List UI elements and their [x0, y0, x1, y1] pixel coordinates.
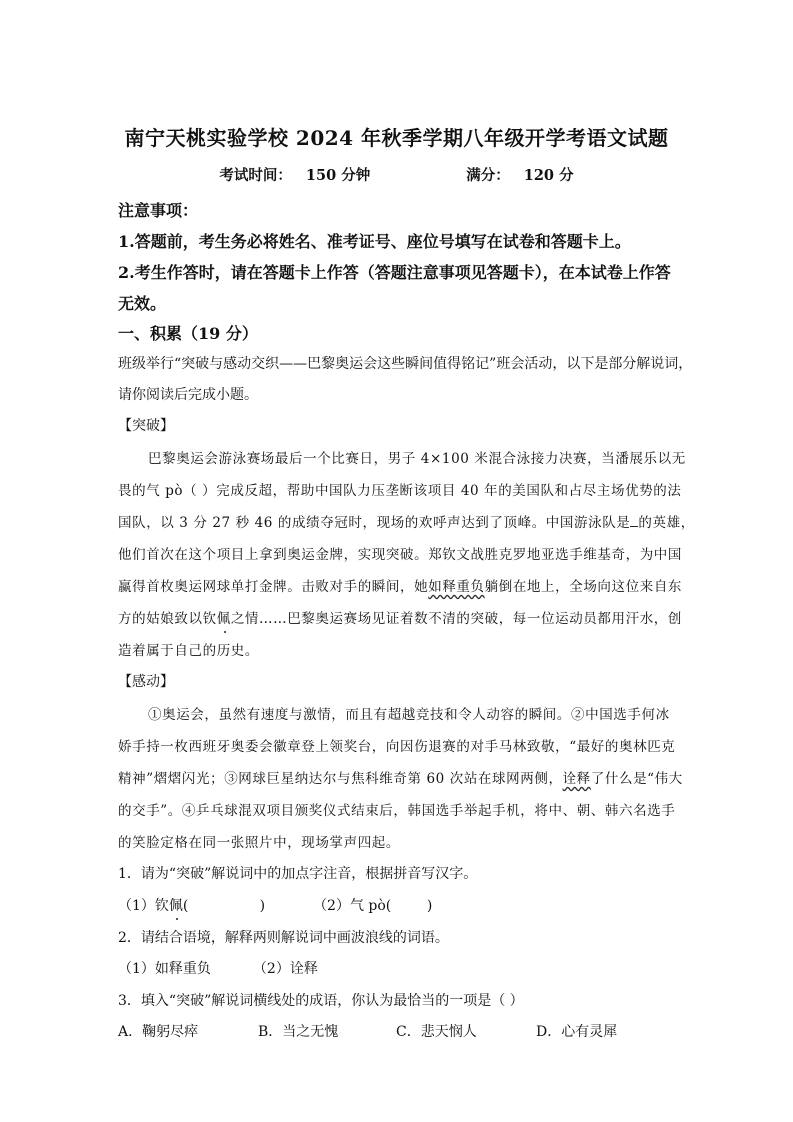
exam-title: 南宁天桃实验学校 2024 年秋季学期八年级开学考语文试题: [124, 126, 669, 150]
q1-b: （2）气 pò( ): [313, 898, 433, 914]
option-c: C．悲天悯人: [396, 1024, 477, 1040]
gandong-line-3: [118, 767, 683, 787]
score-value: 120 分: [523, 167, 574, 184]
question-2: 2．请结合语境，解释两则解说词中画波浪线的词语。: [118, 930, 449, 946]
gandong-line-1: ①奥运会，虽然有速度与激情，而且有超越竞技和令人动容的瞬间。②中国选手何冰: [148, 707, 670, 723]
tupo-line-6c: 躺倒在地上，全场向这位来自东: [484, 579, 683, 595]
tupo-line-2: 畏的气 pò（ ）完成反超，帮助中国队力压垄断该项目 40 年的美国队和占尽主场优势的法: [118, 483, 682, 499]
option-a: A．鞠躬尽瘁: [118, 1024, 199, 1040]
gandong-line-3a: 精神”熠熠闪光；③网球巨星纳达尔与焦科维奇第 60 次站在球网两侧，: [118, 771, 563, 787]
tupo-line-3b: 的英雄，: [638, 515, 695, 531]
tupo-line-3: [118, 511, 695, 531]
exam-meta: [0, 164, 793, 185]
section-intro-line-2: 请你阅读后完成小题。: [118, 387, 258, 403]
q1-a-blank: ( ): [182, 898, 266, 914]
wavy-word-rushizhongfu: 如释重负: [428, 579, 485, 595]
notes-item-1: 1.答题前，考生务必将姓名、准考证号、座位号填写在试卷和答题卡上。: [118, 232, 631, 251]
q1-dotted-char: 佩: [168, 898, 183, 914]
q2-a: （1）如释重负: [118, 961, 211, 977]
tupo-label: 【突破】: [118, 418, 174, 434]
tupo-line-5-text: 赢得首枚奥运网球单打金牌。击败对手的瞬间，: [118, 579, 415, 595]
section-heading: 一、积累（19 分）: [118, 324, 258, 343]
time-value: 150 分钟: [305, 167, 371, 184]
tupo-line-1: 巴黎奥运会游泳赛场最后一个比赛日，男子 4×100 米混合泳接力决赛，当潘展乐以无: [148, 451, 686, 467]
wavy-word-quanshi: 诠释: [562, 771, 591, 787]
tupo-line-7a: 方的姑娘致以钦: [118, 611, 217, 627]
tupo-line-8: 造着属于自己的历史。: [118, 643, 259, 659]
notes-heading: 注意事项：: [118, 201, 199, 220]
gandong-label: 【感动】: [118, 674, 174, 690]
gandong-line-3c: 了什么是“伟大: [590, 771, 683, 787]
tupo-line-7: [118, 607, 683, 627]
gandong-line-4: 的交手”。④乒乓球混双项目颁奖仪式结束后，韩国选手举起手机，将中、朝、韩六名选手: [118, 803, 676, 819]
section-intro-line-1: 班级举行“突破与感动交织——巴黎奥运会这些瞬间值得铭记”班会活动，以下是部分解说词，: [118, 356, 693, 372]
tupo-line-7c: 之情……巴黎奥运赛场见证着数不清的突破，每一位运动员都用汗水，创: [230, 611, 683, 627]
q1-a-pre: （1）钦: [118, 898, 169, 914]
notes-item-2-line-1: 2.考生作答时，请在答题卡上作答（答题注意事项见答题卡），在本试卷上作答: [118, 263, 671, 282]
option-d: D．心有灵犀: [536, 1024, 618, 1040]
gandong-line-2: 娇手持一枚西班牙奥委会徽章登上领奖台，向因伤退赛的对手马林致敬，“最好的奥林匹克: [118, 739, 676, 755]
dotted-char-pei: 佩: [216, 611, 231, 627]
question-1-items: [118, 895, 678, 915]
question-2-items: [118, 958, 678, 978]
gandong-line-5: 的笑脸定格在同一张照片中，现场掌声四起。: [118, 835, 400, 851]
question-3: 3．填入“突破”解说词横线处的成语，你认为最恰当的一项是（ ）: [118, 993, 524, 1009]
tupo-line-5: [118, 575, 683, 595]
question-3-options: [118, 1021, 678, 1041]
tupo-line-4: 他们首次在这个项目上拿到奥运金牌，实现突破。郑钦文战胜克罗地亚选手维基奇，为中国: [118, 547, 682, 563]
q2-b: （2）诠释: [252, 961, 318, 977]
tupo-line-3a: 国队，以 3 分 27 秒 46 的成绩夺冠时，现场的欢呼声达到了顶峰。中国游泳队是: [118, 515, 631, 531]
option-b: B．当之无愧: [258, 1024, 339, 1040]
notes-item-2-line-2: 无效。: [118, 294, 167, 313]
tupo-line-6a: 她: [414, 579, 429, 595]
time-label: 考试时间：: [219, 167, 292, 184]
question-1: 1．请为“突破”解说词中的加点字注音，根据拼音写汉字。: [118, 866, 478, 882]
score-label: 满分：: [466, 167, 510, 184]
